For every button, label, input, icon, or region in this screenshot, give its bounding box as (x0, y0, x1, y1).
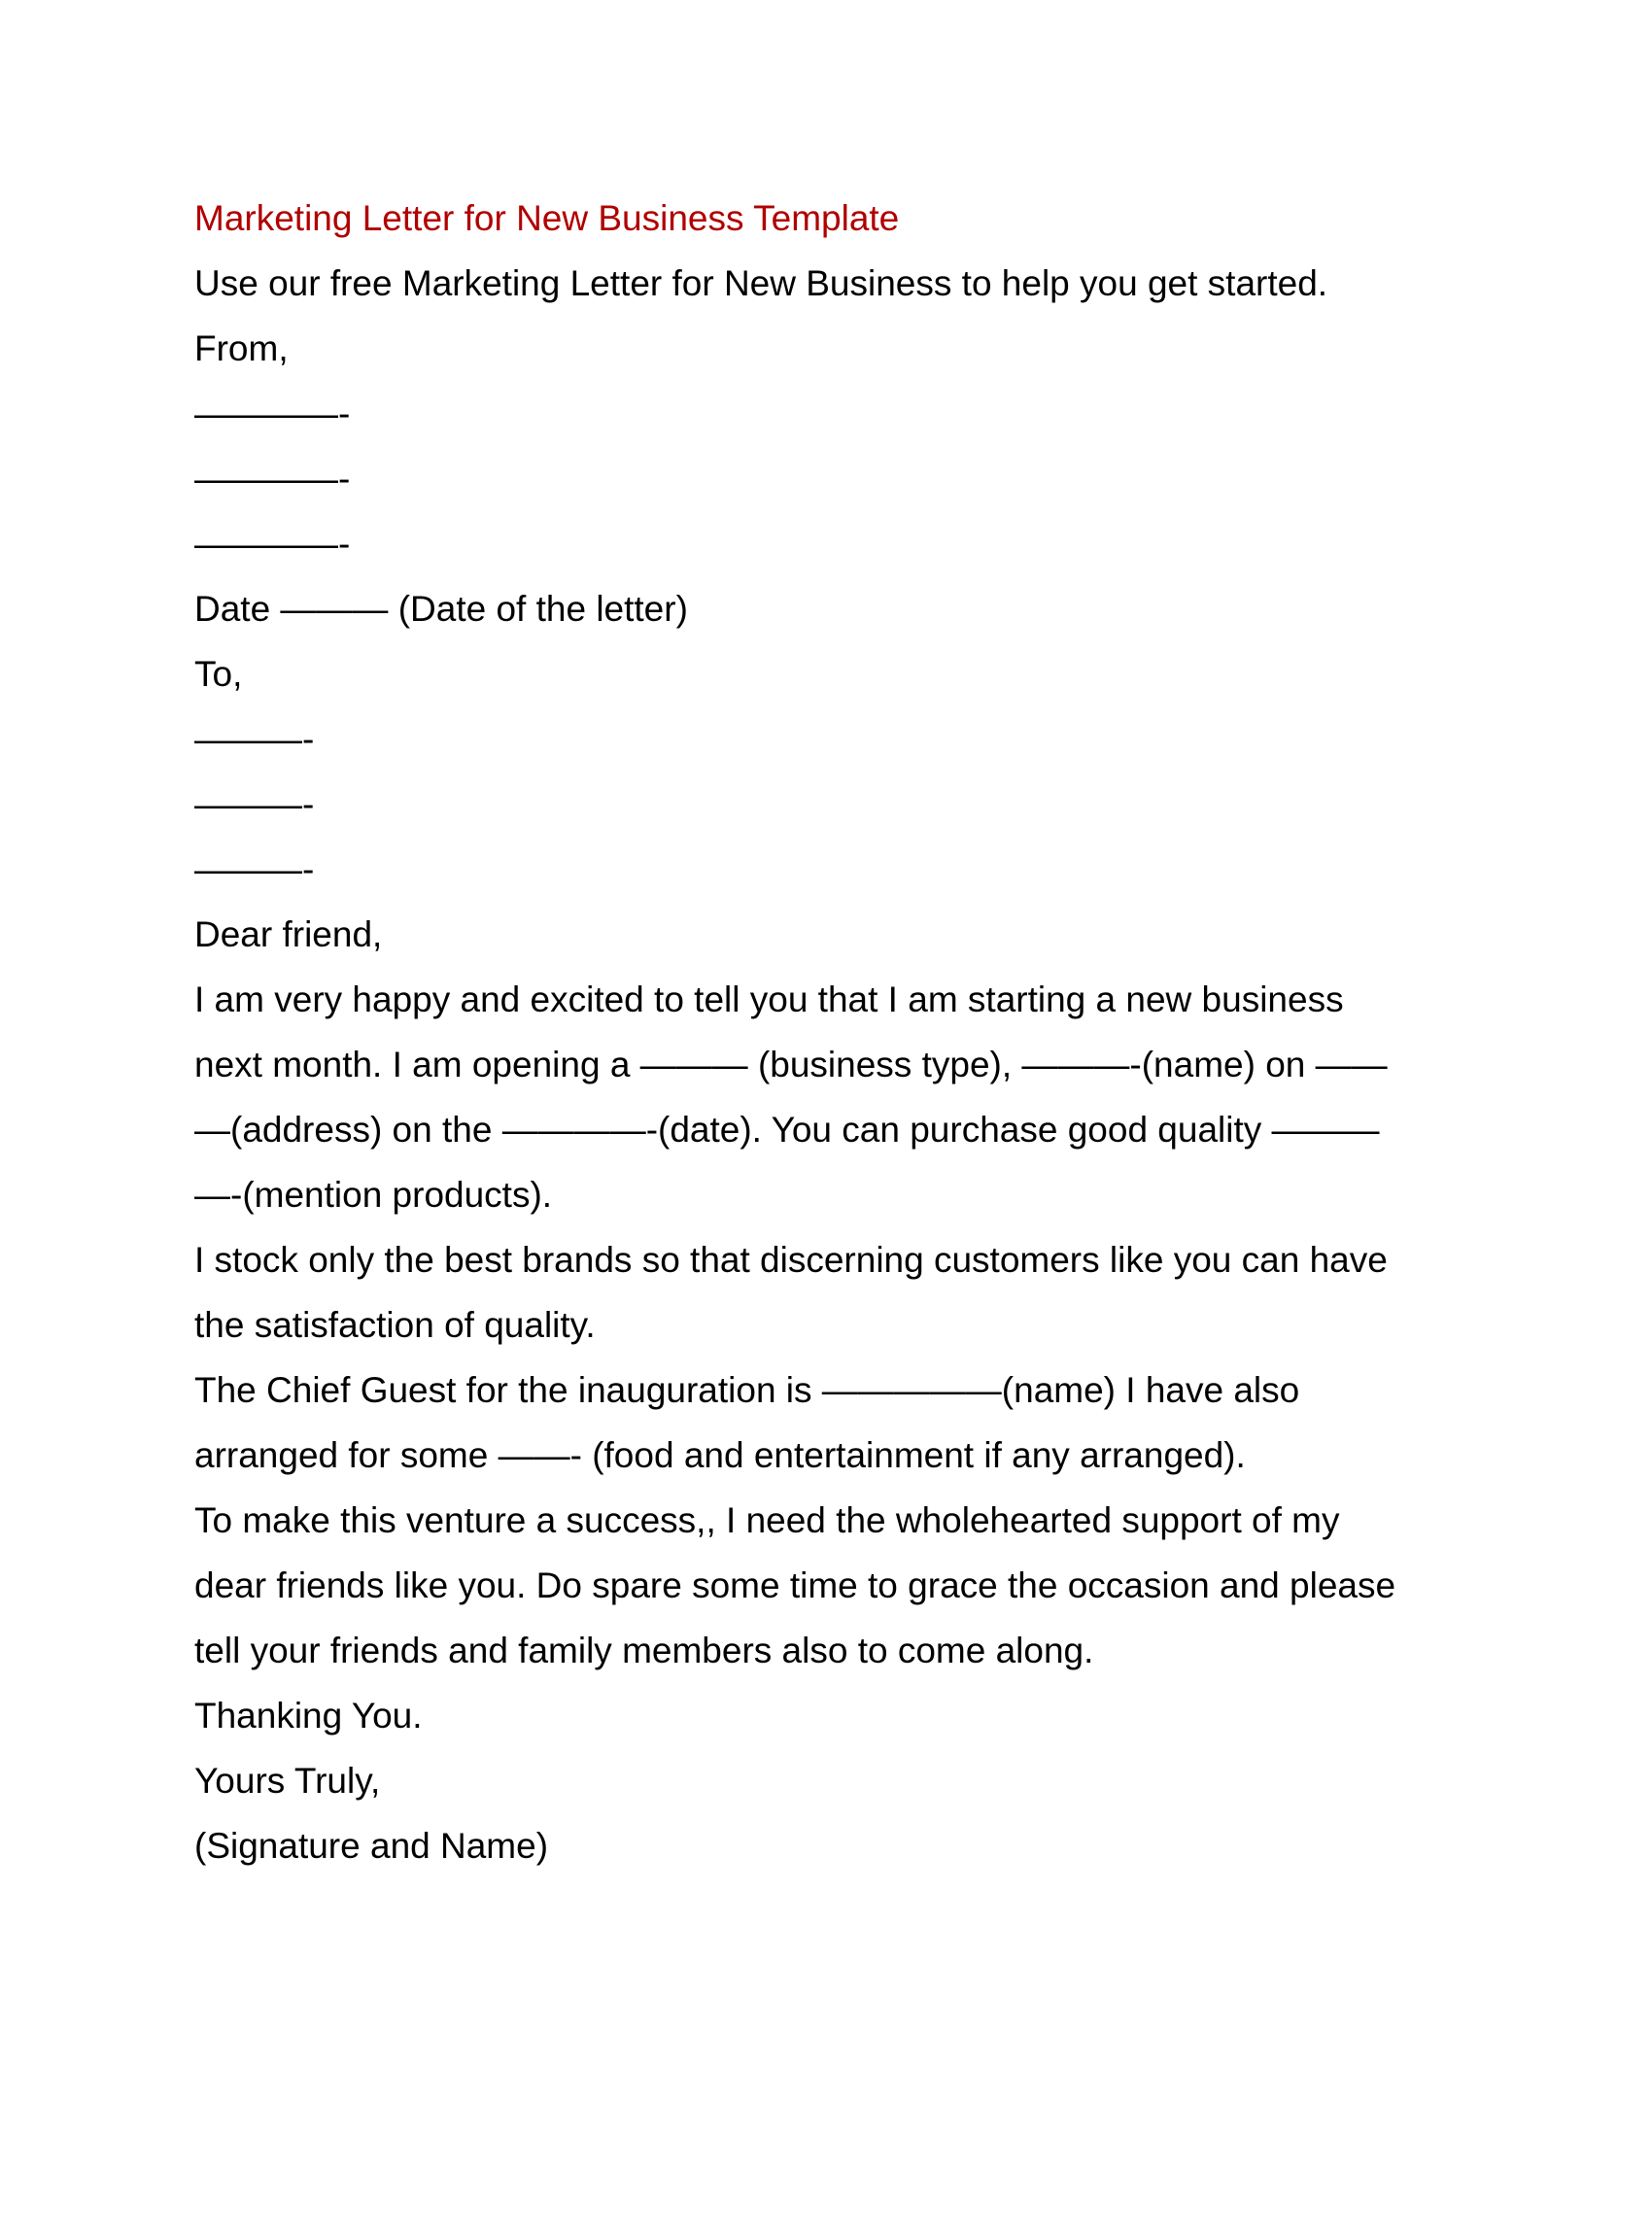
intro-text: Use our free Marketing Letter for New Business to help you get started. (194, 263, 1328, 303)
to-label: To, (194, 654, 243, 694)
from-blank-line: ————- (194, 524, 351, 564)
salutation: Dear friend, (194, 914, 383, 954)
body-line: dear friends like you. Do spare some time to grace the occasion and please (194, 1565, 1396, 1605)
body-line: tell your friends and family members also to come along. (194, 1631, 1094, 1670)
body-line: —(address) on the ————-(date). You can purchase good quality ——— (194, 1110, 1380, 1150)
body-line: To make this venture a success,, I need the wholehearted support of my (194, 1500, 1340, 1540)
body-line: the satisfaction of quality. (194, 1305, 596, 1345)
body-line: —-(mention products). (194, 1175, 553, 1215)
from-blank-line: ————- (194, 394, 351, 433)
signature: (Signature and Name) (194, 1826, 549, 1866)
to-blank-line: ———- (194, 784, 315, 824)
from-label: From, (194, 328, 289, 368)
from-blank-line: ————- (194, 459, 351, 499)
letter-page (194, 186, 1477, 1878)
body-line: next month. I am opening a ——— (business type), ———-(name) on —— (194, 1045, 1388, 1084)
body-line: The Chief Guest for the inauguration is —————(name) I have also (194, 1370, 1300, 1410)
to-blank-line: ———- (194, 849, 315, 889)
closing-thanks: Thanking You. (194, 1696, 423, 1736)
body-line: arranged for some ——- (food and entertainment if any arranged). (194, 1435, 1246, 1475)
body-line: I stock only the best brands so that discerning customers like you can have (194, 1240, 1388, 1280)
body-line: I am very happy and excited to tell you that I am starting a new business (194, 980, 1344, 1019)
closing: Yours Truly, (194, 1761, 381, 1801)
document-title: Marketing Letter for New Business Template (194, 198, 900, 238)
date-line: Date ——— (Date of the letter) (194, 589, 688, 629)
to-blank-line: ———- (194, 719, 315, 759)
